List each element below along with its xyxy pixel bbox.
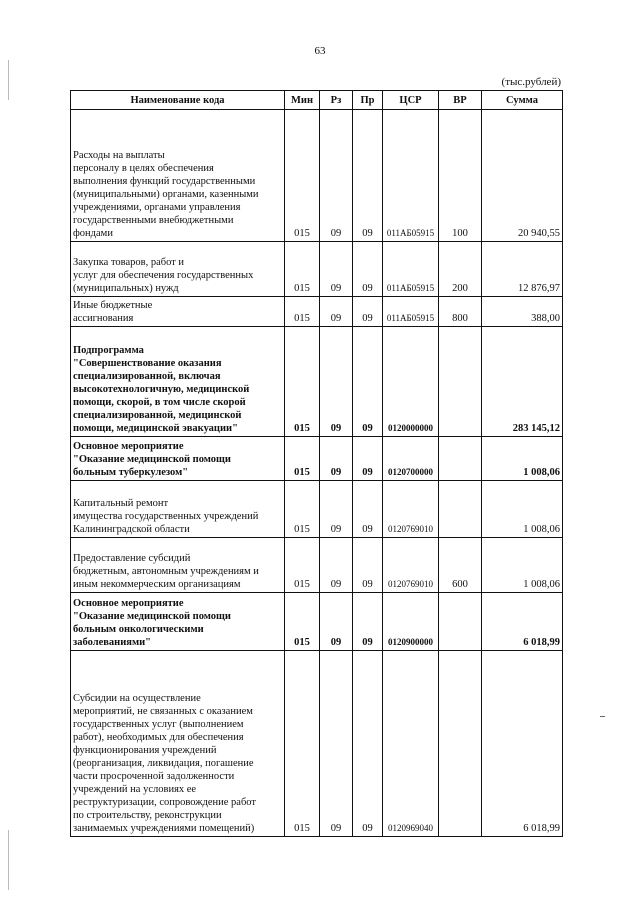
table-row xyxy=(71,297,563,327)
row-rz: 09 xyxy=(320,651,353,837)
row-csr: 0120769010 xyxy=(383,538,439,593)
row-vr xyxy=(439,651,482,837)
table-row xyxy=(71,481,563,538)
table-row xyxy=(71,327,563,437)
row-csr: 011АБ05915 xyxy=(383,110,439,242)
row-rz: 09 xyxy=(320,437,353,481)
header-csr: ЦСР xyxy=(383,91,439,110)
row-rz: 09 xyxy=(320,297,353,327)
page-number: 63 xyxy=(314,45,326,57)
row-name: Субсидии на осуществление мероприятий, не связанных с оказанием государственных услуг (выполнением работ), необходимых для обеспечения функционирования учреждений (реорганизация, ликвидация, погашение части просроченной задолженности учреждений на условиях ее реструктуризации, сопровождение работ по строительству, реконструкции занимаемых учреждениями помещений) xyxy=(71,651,285,837)
row-pr: 09 xyxy=(353,538,383,593)
row-pr: 09 xyxy=(353,327,383,437)
row-pr: 09 xyxy=(353,242,383,297)
row-vr: 600 xyxy=(439,538,482,593)
row-rz: 09 xyxy=(320,242,353,297)
row-name: Иные бюджетные ассигнования xyxy=(71,297,285,327)
row-pr: 09 xyxy=(353,437,383,481)
table-row xyxy=(71,538,563,593)
row-name: Капитальный ремонт имущества государственных учреждений Калининградской области xyxy=(71,481,285,538)
row-csr: 0120769010 xyxy=(383,481,439,538)
row-vr: 800 xyxy=(439,297,482,327)
row-name: Подпрограмма "Совершенствование оказания специализированной, включая высокотехнологичную, медицинской помощи, скорой, в том числе скорой специализированной, медицинской помощи, медицинской эвакуации" xyxy=(71,327,285,437)
row-name: Расходы на выплаты персоналу в целях обеспечения выполнения функций государственными (муниципальными) органами, казенными учреждениями, органами управления государственными внебюджетными фондами xyxy=(71,110,285,242)
row-sum: 6 018,99 xyxy=(482,651,563,837)
table-row xyxy=(71,651,563,837)
table-row xyxy=(71,437,563,481)
row-pr: 09 xyxy=(353,297,383,327)
budget-table xyxy=(70,90,563,837)
row-rz: 09 xyxy=(320,110,353,242)
row-min: 015 xyxy=(285,538,320,593)
header-pr: Пр xyxy=(353,91,383,110)
row-csr: 011АБ05915 xyxy=(383,242,439,297)
row-csr: 011АБ05915 xyxy=(383,297,439,327)
row-vr xyxy=(439,327,482,437)
row-sum: 283 145,12 xyxy=(482,327,563,437)
header-min: Мин xyxy=(285,91,320,110)
header-name: Наименование кода xyxy=(71,91,285,110)
row-csr: 0120000000 xyxy=(383,327,439,437)
row-vr: 200 xyxy=(439,242,482,297)
row-pr: 09 xyxy=(353,593,383,651)
header-rz: Рз xyxy=(320,91,353,110)
row-min: 015 xyxy=(285,593,320,651)
row-min: 015 xyxy=(285,297,320,327)
row-name: Основное мероприятие "Оказание медицинской помощи больным онкологическими заболеваниями" xyxy=(71,593,285,651)
row-vr: 100 xyxy=(439,110,482,242)
row-min: 015 xyxy=(285,481,320,538)
table-header-row xyxy=(71,91,563,110)
scan-stray-mark xyxy=(600,716,605,717)
row-csr: 0120969040 xyxy=(383,651,439,837)
row-min: 015 xyxy=(285,242,320,297)
row-rz: 09 xyxy=(320,481,353,538)
row-sum: 388,00 xyxy=(482,297,563,327)
table-row xyxy=(71,593,563,651)
row-name: Основное мероприятие "Оказание медицинской помощи больным туберкулезом" xyxy=(71,437,285,481)
row-sum: 20 940,55 xyxy=(482,110,563,242)
row-name: Предоставление субсидий бюджетным, автономным учреждениям и иным некоммерческим организациям xyxy=(71,538,285,593)
table-row xyxy=(71,110,563,242)
header-vr: ВР xyxy=(439,91,482,110)
row-name: Закупка товаров, работ и услуг для обеспечения государственных (муниципальных) нужд xyxy=(71,242,285,297)
units-label: (тыс.рублей) xyxy=(501,76,561,88)
row-vr xyxy=(439,481,482,538)
row-pr: 09 xyxy=(353,110,383,242)
row-min: 015 xyxy=(285,110,320,242)
row-rz: 09 xyxy=(320,327,353,437)
scan-margin-mark xyxy=(8,60,9,100)
header-sum: Сумма xyxy=(482,91,563,110)
row-vr xyxy=(439,593,482,651)
row-sum: 12 876,97 xyxy=(482,242,563,297)
row-sum: 6 018,99 xyxy=(482,593,563,651)
row-csr: 0120700000 xyxy=(383,437,439,481)
row-csr: 0120900000 xyxy=(383,593,439,651)
row-min: 015 xyxy=(285,327,320,437)
row-vr xyxy=(439,437,482,481)
table-row xyxy=(71,242,563,297)
row-sum: 1 008,06 xyxy=(482,437,563,481)
row-rz: 09 xyxy=(320,593,353,651)
row-pr: 09 xyxy=(353,651,383,837)
row-sum: 1 008,06 xyxy=(482,538,563,593)
row-min: 015 xyxy=(285,651,320,837)
row-pr: 09 xyxy=(353,481,383,538)
row-rz: 09 xyxy=(320,538,353,593)
row-min: 015 xyxy=(285,437,320,481)
scan-margin-mark xyxy=(8,830,9,890)
row-sum: 1 008,06 xyxy=(482,481,563,538)
